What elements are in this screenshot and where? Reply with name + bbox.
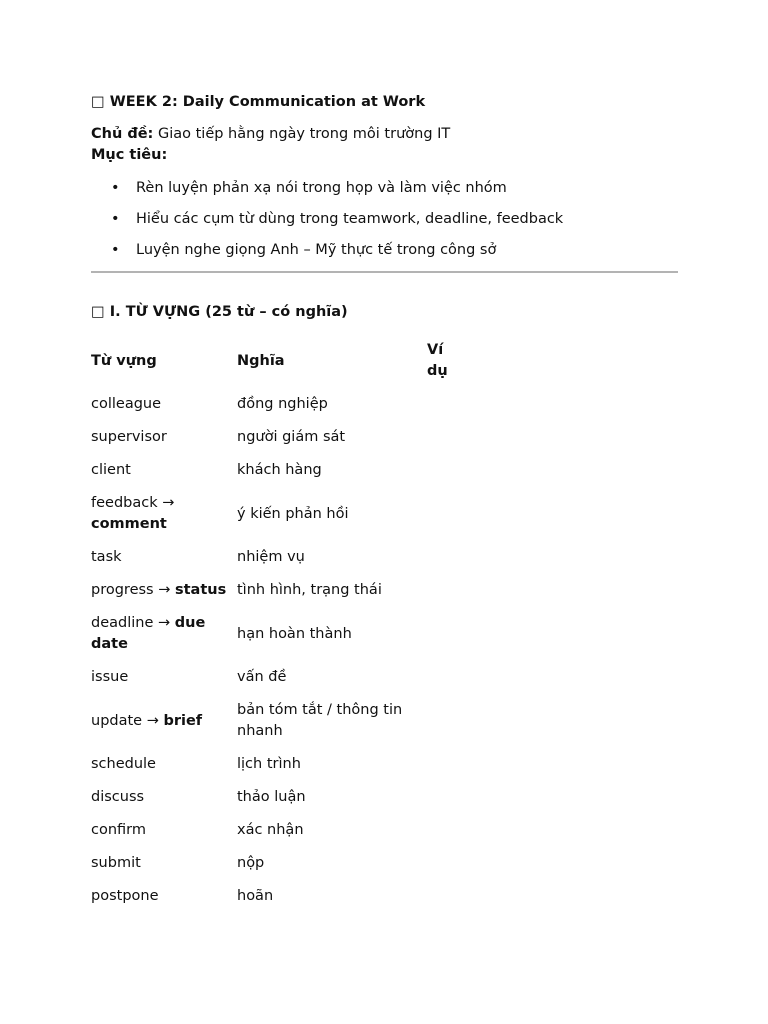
vocab-word-text: update → [91, 712, 164, 729]
vocab-example [427, 574, 467, 607]
table-row [91, 388, 467, 421]
vocab-example [427, 661, 467, 694]
vocab-word [91, 388, 237, 421]
table-row [91, 814, 467, 847]
vocab-table [91, 334, 467, 913]
vocab-meaning: nhiệm vụ [237, 549, 305, 565]
vocab-word [91, 847, 237, 880]
vocab-meaning: người giám sát [237, 429, 346, 445]
vocab-word [91, 748, 237, 781]
goal-text: Luyện nghe giọng Anh – Mỹ thực tế trong công sở [136, 242, 497, 258]
vocab-word [91, 574, 237, 607]
section-title-text: I. TỪ VỰNG (25 từ – có nghĩa) [109, 304, 348, 320]
table-row [91, 880, 467, 913]
vocab-meaning: lịch trình [237, 756, 301, 772]
vocab-alt-text: brief [163, 712, 203, 729]
vocab-meaning: đồng nghiệp [237, 396, 328, 412]
vocab-word-text: postpone [91, 888, 159, 904]
goal-line [91, 145, 678, 166]
vocab-word-text: submit [91, 855, 141, 871]
bullet-icon: • [111, 211, 120, 227]
table-row [91, 847, 467, 880]
section-divider [91, 271, 678, 273]
topic-value: Giao tiếp hằng ngày trong môi trường IT [153, 126, 451, 142]
table-row [91, 541, 467, 574]
vocab-alt-text: status [174, 582, 227, 598]
vocab-word-text: colleague [91, 396, 162, 412]
vocab-alt-text: due date [91, 615, 206, 652]
vocab-meaning: tình hình, trạng thái [237, 582, 382, 598]
vocab-example [427, 847, 467, 880]
week-title [91, 92, 678, 112]
vocab-word [91, 607, 237, 661]
topic-line [91, 124, 678, 145]
vocab-meaning: vấn đề [237, 669, 287, 685]
table-row [91, 661, 467, 694]
vocab-word [91, 541, 237, 574]
vocab-word [91, 487, 237, 541]
bullet-icon: • [111, 242, 120, 258]
vocab-example [427, 421, 467, 454]
vocab-example [427, 607, 467, 661]
vocab-word-text: feedback → [91, 495, 175, 511]
goal-label: Mục tiêu: [91, 147, 168, 163]
vocab-word [91, 694, 237, 748]
vocab-meaning: thảo luận [237, 789, 306, 805]
vocab-meaning: hạn hoàn thành [237, 625, 352, 642]
vocab-word [91, 454, 237, 487]
goal-text: Hiểu các cụm từ dùng trong teamwork, deadline, feedback [136, 211, 564, 227]
document-page [91, 92, 678, 913]
vocab-word [91, 421, 237, 454]
goal-item [91, 240, 678, 260]
vocab-example [427, 487, 467, 541]
vocab-word [91, 661, 237, 694]
header-example-text: Ví dụ [427, 342, 448, 379]
vocab-word-text: client [91, 462, 131, 478]
week-title-text: WEEK 2: Daily Communication at Work [109, 94, 426, 110]
header-word: Từ vựng [91, 352, 157, 369]
vocab-word-text: progress → [91, 582, 175, 598]
vocab-meaning: xác nhận [237, 822, 304, 838]
vocab-meaning: khách hàng [237, 462, 322, 478]
goal-item [91, 178, 678, 198]
goal-text: Rèn luyện phản xạ nói trong họp và làm việc nhóm [136, 180, 507, 196]
header-example [427, 334, 467, 388]
vocab-example [427, 694, 467, 748]
vocab-word-text: deadline → [91, 615, 175, 631]
vocab-word-text: supervisor [91, 429, 167, 445]
bullet-icon: • [111, 180, 120, 196]
section-icon: □ [91, 304, 105, 320]
goal-item [91, 209, 678, 229]
table-row [91, 694, 467, 748]
table-row [91, 748, 467, 781]
vocab-alt-text: comment [91, 516, 167, 532]
goals-list [91, 178, 678, 260]
vocab-meaning: bản tóm tắt / thông tin nhanh [237, 702, 403, 739]
vocab-meaning: hoãn [237, 888, 274, 904]
vocab-word [91, 814, 237, 847]
week-icon: □ [91, 94, 105, 110]
section-title [91, 302, 678, 322]
table-row [91, 781, 467, 814]
vocab-example [427, 541, 467, 574]
vocab-example [427, 880, 467, 913]
vocab-example [427, 814, 467, 847]
vocab-word-text: task [91, 549, 122, 565]
table-row [91, 421, 467, 454]
vocab-example [427, 388, 467, 421]
header-meaning: Nghĩa [237, 352, 285, 369]
table-header-row [91, 334, 467, 388]
vocab-word [91, 880, 237, 913]
vocab-example [427, 781, 467, 814]
vocab-example [427, 454, 467, 487]
vocab-word [91, 781, 237, 814]
vocab-word-text: issue [91, 669, 129, 685]
vocab-word-text: schedule [91, 756, 156, 772]
meta-block [91, 124, 678, 166]
vocab-word-text: confirm [91, 822, 146, 838]
vocab-body [91, 388, 467, 913]
table-row [91, 487, 467, 541]
table-row [91, 607, 467, 661]
vocab-example [427, 748, 467, 781]
table-row [91, 574, 467, 607]
table-row [91, 454, 467, 487]
topic-label: Chủ đề: [91, 126, 154, 142]
vocab-meaning: nộp [237, 855, 265, 871]
vocab-meaning: ý kiến phản hồi [237, 505, 349, 522]
vocab-word-text: discuss [91, 789, 145, 805]
